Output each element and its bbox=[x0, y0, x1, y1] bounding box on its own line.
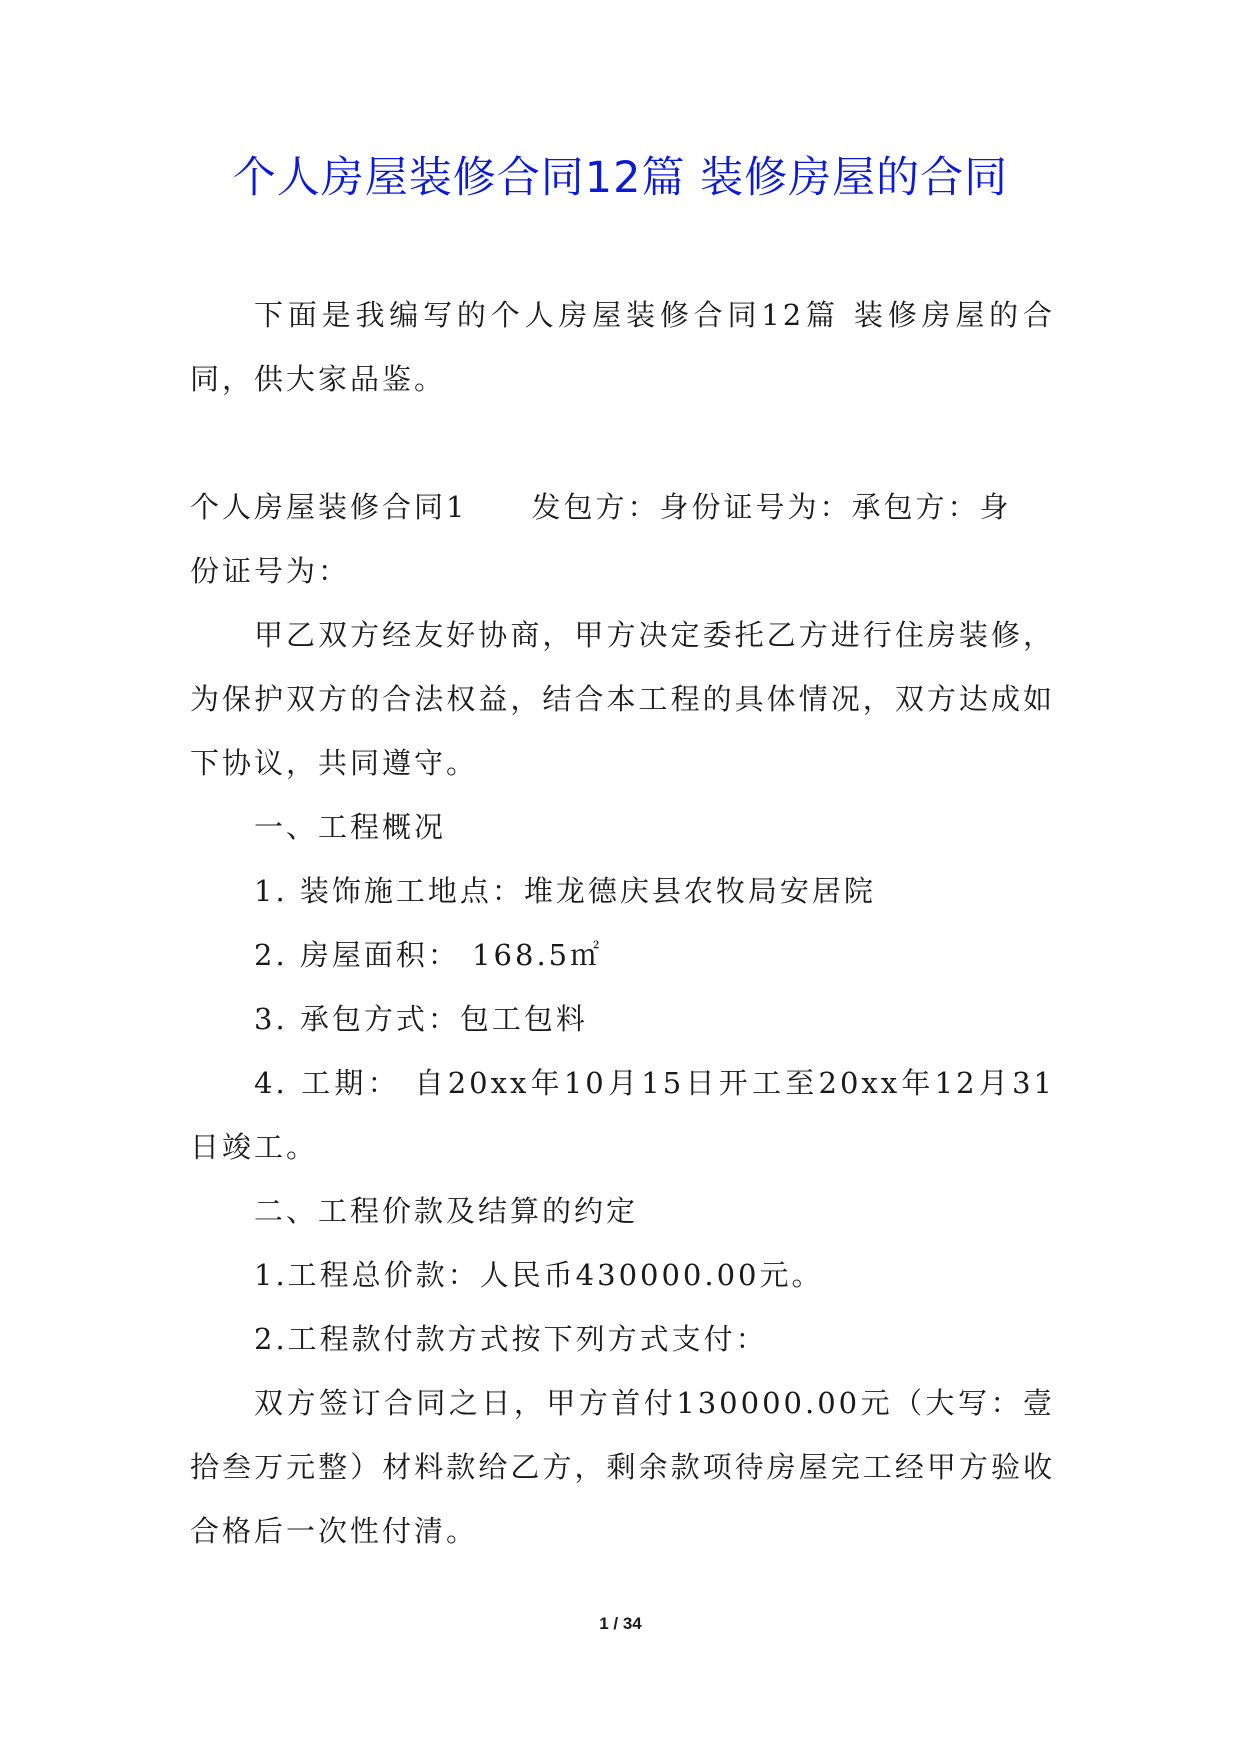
list-item-schedule: 4. 工期： 自20xx年10月15日开工至20xx年12月31日竣工。 bbox=[190, 1066, 1055, 1164]
list-item-total-price: 1.工程总价款：人民币430000.00元。 bbox=[254, 1258, 824, 1292]
contract-heading-continuation: 份证号为： bbox=[190, 554, 351, 588]
intro-block bbox=[190, 283, 1055, 411]
contract-heading-line: 个人房屋装修合同1 发包方：身份证号为：承包方：身 bbox=[190, 490, 1012, 524]
list-item-floor-area: 2. 房屋面积： 168.5㎡ bbox=[254, 938, 603, 972]
list-item-payment-method: 2.工程款付款方式按下列方式支付： bbox=[254, 1322, 768, 1356]
agreement-paragraph: 甲乙双方经友好协商，甲方决定委托乙方进行住房装修，为保护双方的合法权益，结合本工程的具体情况，双方达成如下协议，共同遵守。 bbox=[190, 618, 1055, 780]
page-number: 1 / 34 bbox=[599, 1614, 642, 1633]
list-item-contract-method: 3. 承包方式：包工包料 bbox=[254, 1002, 588, 1036]
payment-paragraph: 双方签订合同之日，甲方首付130000.00元（大写：壹拾叁万元整）材料款给乙方，剩余款项待房屋完工经甲方验收合格后一次性付清。 bbox=[190, 1386, 1055, 1548]
section-heading-price-settlement: 二、工程价款及结算的约定 bbox=[254, 1194, 639, 1228]
document-title: 个人房屋装修合同12篇 装修房屋的合同 bbox=[232, 153, 1009, 203]
intro-paragraph: 下面是我编写的个人房屋装修合同12篇 装修房屋的合同，供大家品鉴。 bbox=[190, 298, 1055, 396]
list-item-construction-site: 1. 装饰施工地点：堆龙德庆县农牧局安居院 bbox=[254, 874, 876, 908]
section-heading-project-overview: 一、工程概况 bbox=[254, 810, 447, 844]
contract-body bbox=[190, 475, 1055, 1563]
